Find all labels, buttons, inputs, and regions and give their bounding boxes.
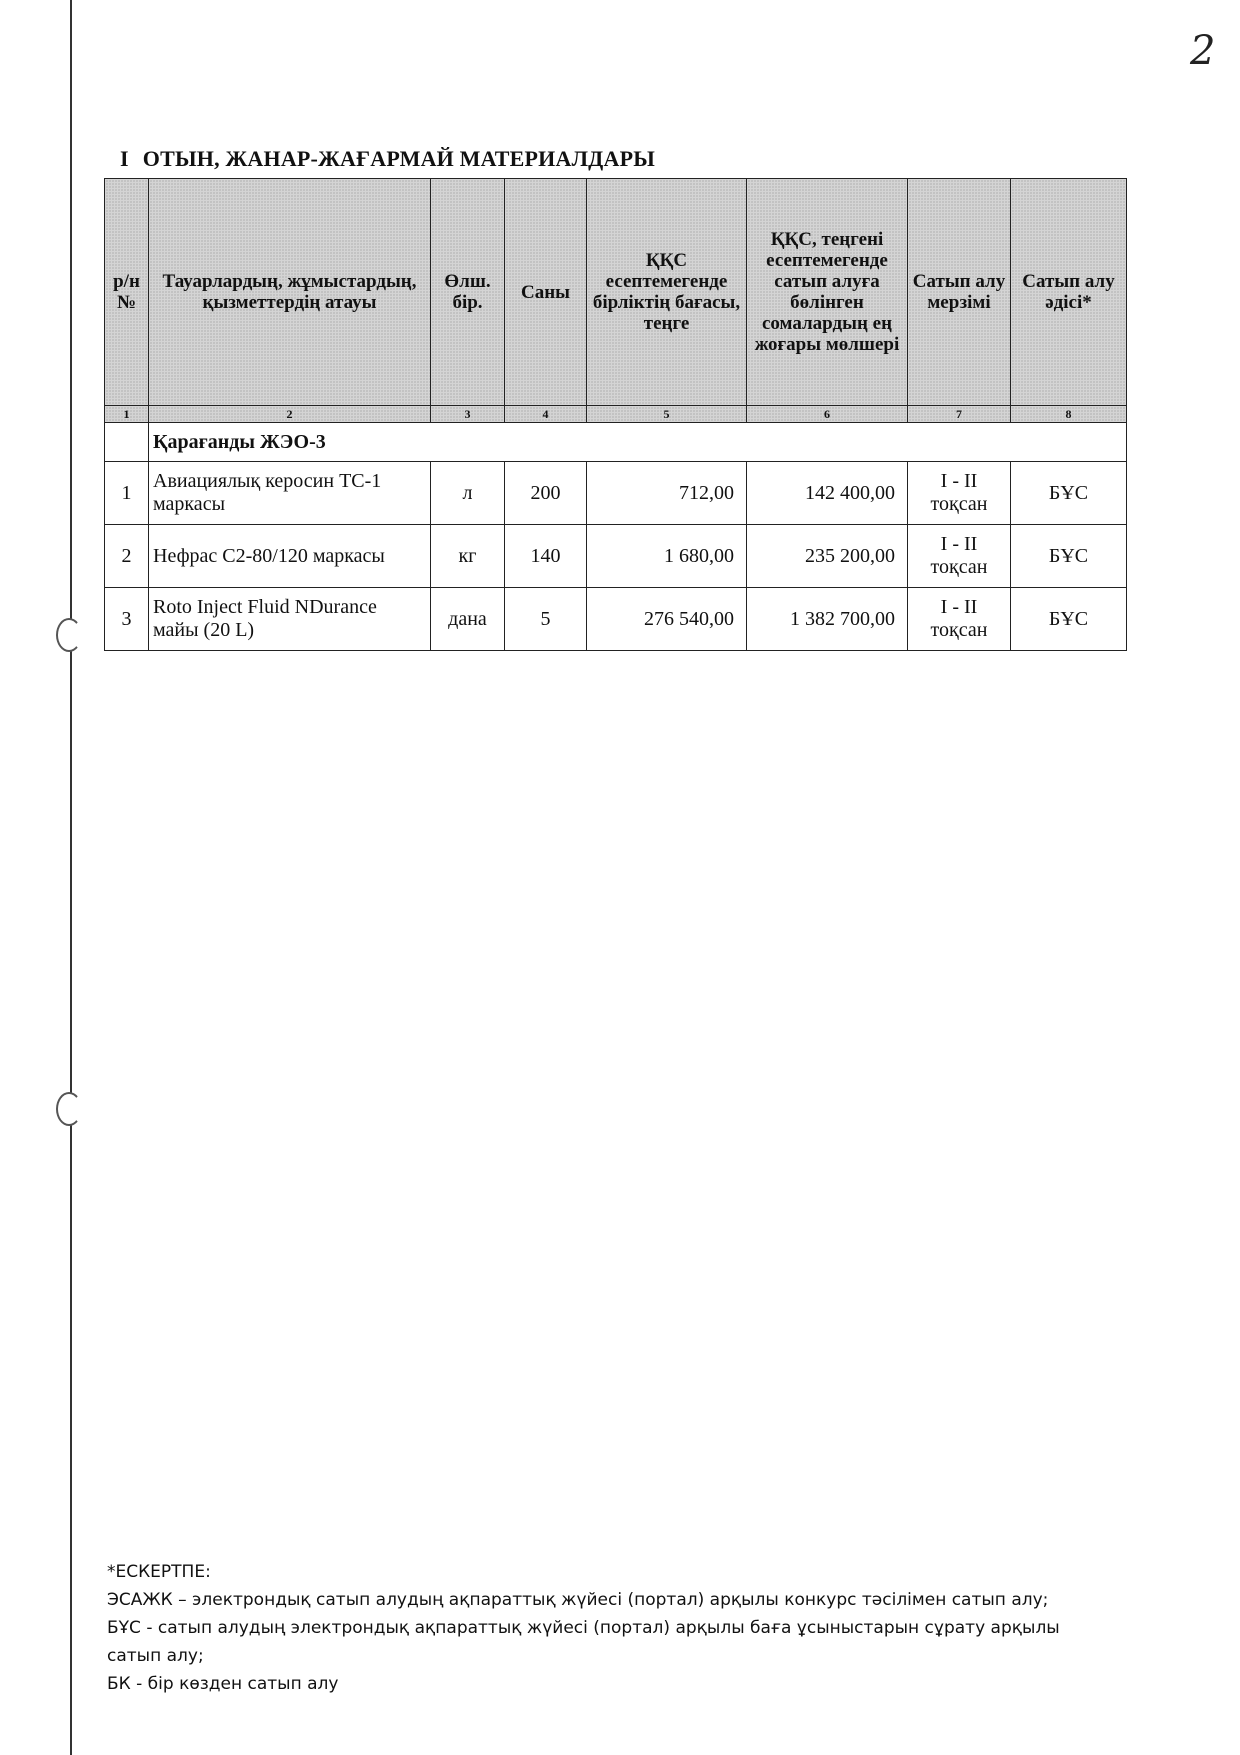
column-number: 4 [505, 406, 587, 423]
footnote-line: БК - бір көзден сатып алу [107, 1674, 339, 1694]
punch-hole-top [56, 618, 82, 652]
cell-quantity: 200 [505, 462, 587, 525]
cell-item-name: Авиациялық керосин ТС-1 маркасы [149, 462, 431, 525]
header-unit-price: ҚҚС есептемегенде бірліктің бағасы, теңге [587, 179, 747, 406]
cell-row-number: 1 [105, 462, 149, 525]
cell-unit-price: 276 540,00 [587, 588, 747, 651]
cell-total-amount: 142 400,00 [747, 462, 908, 525]
cell-method: БҰС [1011, 588, 1127, 651]
header-period: Сатып алу мерзімі [908, 179, 1011, 406]
footnote-line: ЭСАЖК – электрондық сатып алудың ақпараттық жүйесі (портал) арқылы конкурс тәсілімен сатып алу; [107, 1590, 1049, 1610]
cell-period: I - II тоқсан [908, 462, 1011, 525]
cell-period: I - II тоқсан [908, 525, 1011, 588]
table-row [105, 462, 1127, 525]
table-row [105, 525, 1127, 588]
column-number: 2 [149, 406, 431, 423]
punch-hole-bottom [56, 1092, 82, 1126]
footnote [107, 1558, 1097, 1698]
section-number: I [120, 146, 129, 171]
column-number: 1 [105, 406, 149, 423]
cell-row-number: 3 [105, 588, 149, 651]
column-number: 5 [587, 406, 747, 423]
column-number-row [105, 406, 1127, 423]
header-total-amount: ҚҚС, теңгені есептемегенде сатып алуға бөлінген сомалардың ең жоғары мөлшері [747, 179, 908, 406]
section-title [120, 146, 655, 172]
column-number: 3 [431, 406, 505, 423]
section-title-text: ОТЫН, ЖАНАР-ЖАҒАРМАЙ МАТЕРИАЛДАРЫ [142, 146, 656, 171]
group-row [105, 423, 1127, 462]
handwritten-page-number: 2 [1190, 28, 1216, 74]
cell-unit: л [431, 462, 505, 525]
binding-margin-line [70, 0, 72, 1755]
cell-total-amount: 235 200,00 [747, 525, 908, 588]
cell-item-name: Roto Inject Fluid NDurance майы (20 L) [149, 588, 431, 651]
column-number: 7 [908, 406, 1011, 423]
header-row-number: р/н № [105, 179, 149, 406]
table-header-row [105, 179, 1127, 406]
cell-total-amount: 1 382 700,00 [747, 588, 908, 651]
header-method: Сатып алу әдісі* [1011, 179, 1127, 406]
cell-unit-price: 1 680,00 [587, 525, 747, 588]
cell-unit-price: 712,00 [587, 462, 747, 525]
cell-unit: дана [431, 588, 505, 651]
cell-quantity: 140 [505, 525, 587, 588]
cell-method: БҰС [1011, 462, 1127, 525]
group-name: Қарағанды ЖЭО-3 [149, 423, 1127, 462]
footnote-line: БҰС - сатып алудың электрондық ақпараттық жүйесі (портал) арқылы баға ұсыныстарын сұрату арқылы сатып алу; [107, 1618, 1060, 1666]
procurement-table [104, 178, 1127, 651]
column-number: 8 [1011, 406, 1127, 423]
group-row-spacer [105, 423, 149, 462]
header-quantity: Саны [505, 179, 587, 406]
column-number: 6 [747, 406, 908, 423]
header-item-name: Тауарлардың, жұмыстардың, қызметтердің атауы [149, 179, 431, 406]
cell-method: БҰС [1011, 525, 1127, 588]
footnote-title: *ЕСКЕРТПЕ: [107, 1562, 211, 1582]
cell-unit: кг [431, 525, 505, 588]
cell-item-name: Нефрас С2-80/120 маркасы [149, 525, 431, 588]
cell-quantity: 5 [505, 588, 587, 651]
header-unit: Өлш. бір. [431, 179, 505, 406]
table-row [105, 588, 1127, 651]
cell-row-number: 2 [105, 525, 149, 588]
cell-period: I - II тоқсан [908, 588, 1011, 651]
